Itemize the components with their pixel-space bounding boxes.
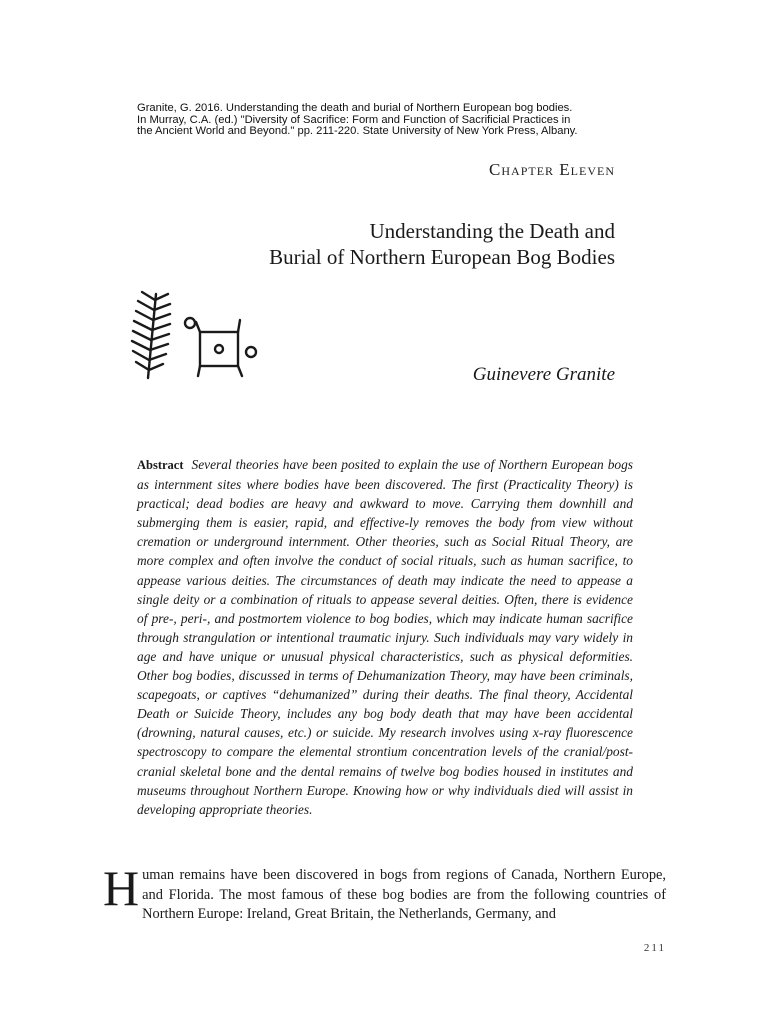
body-paragraph [103,860,666,925]
citation-line: the Ancient World and Beyond." pp. 211-220. State University of New York Press, Albany. [137,125,578,137]
citation-line: Granite, G. 2016. Understanding the death and burial of Northern European bog bodies. [137,102,573,114]
author-name: Guinevere Granite [472,364,615,385]
citation-block [137,103,637,138]
page-number: 211 [643,942,666,954]
body-paragraph-text: uman remains have been discovered in bogs from regions of Canada, Northern Europe, and Florida. The most famous of these bog bodies are from the following countries of Northern Europe: Ireland, Great Britain, the Netherlands, Germany, and [142,867,666,922]
citation-line: In Murray, C.A. (ed.) "Diversity of Sacrifice: Form and Function of Sacrificial Practices in [137,113,571,126]
chapter-label: Chapter Eleven [489,160,615,179]
abstract-text: Several theories have been posited to explain the use of Northern European bogs as internment sites where bodies have been discovered. The first (Practicality Theory) is practical; dead bodies are heavy and awkward to move. Carrying them downhill and submerging them is easier, rapid, and effective-ly removes the body from view without cremation or underground internment. Other theories, such as Social Ritual Theory, are more complex and often involve the conduct of social rituals, such as human sacrifice, to appease various deities. The circumstances of death may indicate the need to appease a single deity or a combination of rituals to appease several deities. Often, there is evidence of pre-, peri-, and postmortem violence to bog bodies, which may indicate human sacrifice through strangulation or intentional traumatic injury. Such individuals may vary widely in age and have unique or unusual physical characteristics, such as physical deformities. Other bog bodies, discussed in terms of Dehumanization Theory, may have been criminals, scapegoats, or captives “dehumanized” during their deaths. The final theory, Accidental Death or Suicide Theory, includes any bog body death that may have been accidental (drowning, natural causes, etc.) or suicide. My research involves using x-ray fluorescence spectroscopy to compare the elemental strontium concentration levels of the cranial/post-cranial skeletal bone and the dental remains of twelve bog bodies housed in institutes and museums throughout Northern Europe. Knowing how or why individuals died will assist in developing appropriate theories. [137,457,633,817]
chapter-title-line: Understanding the Death and [369,219,615,243]
drop-cap: H [103,860,140,916]
abstract-label: Abstract [137,458,184,472]
fern-and-square-ornament-icon [108,288,258,384]
chapter-title-line: Burial of Northern European Bog Bodies [269,245,615,269]
abstract-block [137,455,633,819]
chapter-title [269,218,615,270]
